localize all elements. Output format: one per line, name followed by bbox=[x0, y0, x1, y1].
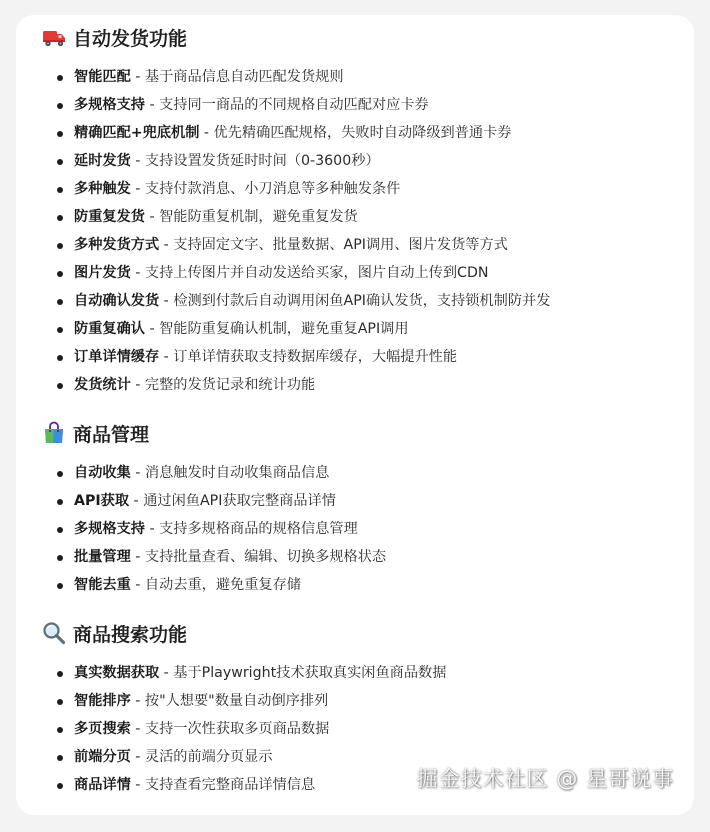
feature-name: 智能去重 bbox=[74, 577, 131, 593]
feature-name: 商品详情 bbox=[74, 777, 131, 793]
list-item bbox=[64, 203, 670, 231]
section-title: 商品管理 bbox=[73, 423, 150, 446]
list-item bbox=[64, 63, 670, 91]
separator: - bbox=[130, 265, 145, 281]
feature-name: API获取 bbox=[74, 493, 130, 509]
feature-name: 图片发货 bbox=[74, 265, 131, 281]
section-heading bbox=[42, 21, 670, 53]
feature-name: 发货统计 bbox=[74, 377, 131, 393]
delivery-truck-icon bbox=[42, 25, 66, 49]
feature-name: 智能匹配 bbox=[74, 69, 131, 85]
feature-desc: 支持多规格商品的规格信息管理 bbox=[159, 521, 358, 537]
separator: - bbox=[144, 209, 160, 225]
magnifier-icon bbox=[42, 621, 66, 645]
feature-desc: 支持设置发货延时时间（0-3600秒） bbox=[144, 153, 380, 169]
list-item bbox=[64, 287, 670, 315]
feature-desc: 支持同一商品的不同规格自动匹配对应卡券 bbox=[159, 97, 429, 113]
feature-desc: 支持付款消息、小刀消息等多种触发条件 bbox=[144, 181, 401, 197]
list-item bbox=[64, 259, 670, 287]
list-item bbox=[64, 315, 670, 343]
feature-list bbox=[42, 63, 670, 399]
separator: - bbox=[130, 377, 145, 393]
separator: - bbox=[159, 237, 174, 253]
list-item bbox=[64, 231, 670, 259]
list-item bbox=[64, 571, 670, 599]
list-item bbox=[64, 487, 670, 515]
section-title: 商品搜索功能 bbox=[73, 623, 188, 646]
separator: - bbox=[130, 777, 145, 793]
list-item bbox=[64, 343, 670, 371]
feature-desc: 按"人想要"数量自动倒序排列 bbox=[144, 693, 329, 709]
separator: - bbox=[130, 465, 145, 481]
separator: - bbox=[130, 69, 145, 85]
list-item bbox=[64, 543, 670, 571]
feature-desc: 检测到付款后自动调用闲鱼API确认发货，支持锁机制防并发 bbox=[173, 293, 551, 309]
feature-list bbox=[42, 459, 670, 599]
separator: - bbox=[130, 153, 145, 169]
feature-desc: 灵活的前端分页显示 bbox=[144, 749, 273, 765]
feature-desc: 通过闲鱼API获取完整商品详情 bbox=[143, 493, 336, 509]
section-heading bbox=[42, 417, 670, 449]
feature-desc: 支持批量查看、编辑、切换多规格状态 bbox=[144, 549, 387, 565]
feature-name: 智能排序 bbox=[74, 693, 131, 709]
feature-card bbox=[16, 15, 694, 815]
feature-name: 订单详情缓存 bbox=[74, 349, 160, 365]
list-item bbox=[64, 175, 670, 203]
section-heading bbox=[42, 617, 670, 649]
feature-name: 精确匹配+兜底机制 bbox=[74, 125, 200, 141]
watermark-text: 掘金技术社区 @ 星哥说事 bbox=[416, 767, 674, 791]
feature-name: 自动确认发货 bbox=[74, 293, 160, 309]
separator: - bbox=[159, 665, 174, 681]
feature-name: 防重复确认 bbox=[74, 321, 145, 337]
feature-name: 批量管理 bbox=[74, 549, 131, 565]
list-item bbox=[64, 459, 670, 487]
separator: - bbox=[144, 521, 160, 537]
feature-name: 防重复发货 bbox=[74, 209, 145, 225]
list-item bbox=[64, 715, 670, 743]
list-item bbox=[64, 119, 670, 147]
separator: - bbox=[130, 721, 145, 737]
feature-name: 多规格支持 bbox=[74, 521, 145, 537]
separator: - bbox=[144, 97, 160, 113]
feature-desc: 支持查看完整商品详情信息 bbox=[144, 777, 316, 793]
section-auto-delivery bbox=[42, 21, 670, 399]
feature-desc: 优先精确匹配规格，失败时自动降级到普通卡券 bbox=[213, 125, 512, 141]
feature-name: 多种触发 bbox=[74, 181, 131, 197]
list-item bbox=[64, 659, 670, 687]
feature-desc: 支持一次性获取多页商品数据 bbox=[144, 721, 330, 737]
feature-name: 前端分页 bbox=[74, 749, 131, 765]
list-item bbox=[64, 687, 670, 715]
feature-desc: 支持上传图片并自动发送给买家，图片自动上传到CDN bbox=[144, 265, 489, 281]
feature-name: 多页搜索 bbox=[74, 721, 131, 737]
list-item bbox=[64, 147, 670, 175]
separator: - bbox=[130, 749, 145, 765]
feature-desc: 智能防重复确认机制，避免重复API调用 bbox=[159, 321, 409, 337]
separator: - bbox=[159, 349, 174, 365]
separator: - bbox=[199, 125, 214, 141]
feature-desc: 基于商品信息自动匹配发货规则 bbox=[144, 69, 344, 85]
feature-name: 自动收集 bbox=[74, 465, 131, 481]
feature-desc: 完整的发货记录和统计功能 bbox=[144, 377, 316, 393]
separator: - bbox=[144, 321, 160, 337]
list-item bbox=[64, 371, 670, 399]
feature-name: 真实数据获取 bbox=[74, 665, 160, 681]
separator: - bbox=[129, 493, 144, 509]
section-product-management bbox=[42, 417, 670, 599]
feature-desc: 订单详情获取支持数据库缓存，大幅提升性能 bbox=[173, 349, 458, 365]
feature-desc: 消息触发时自动收集商品信息 bbox=[144, 465, 330, 481]
list-item bbox=[64, 515, 670, 543]
separator: - bbox=[130, 549, 145, 565]
feature-name: 延时发货 bbox=[74, 153, 131, 169]
separator: - bbox=[130, 181, 145, 197]
separator: - bbox=[130, 577, 145, 593]
feature-desc: 基于Playwright技术获取真实闲鱼商品数据 bbox=[173, 665, 447, 681]
feature-name: 多规格支持 bbox=[74, 97, 145, 113]
list-item bbox=[64, 91, 670, 119]
section-title: 自动发货功能 bbox=[73, 27, 188, 50]
shopping-bag-icon bbox=[42, 421, 66, 445]
separator: - bbox=[159, 293, 174, 309]
feature-desc: 智能防重复机制，避免重复发货 bbox=[159, 209, 358, 225]
feature-desc: 自动去重，避免重复存储 bbox=[144, 577, 301, 593]
feature-name: 多种发货方式 bbox=[74, 237, 160, 253]
feature-desc: 支持固定文字、批量数据、API调用、图片发货等方式 bbox=[173, 237, 508, 253]
separator: - bbox=[130, 693, 145, 709]
